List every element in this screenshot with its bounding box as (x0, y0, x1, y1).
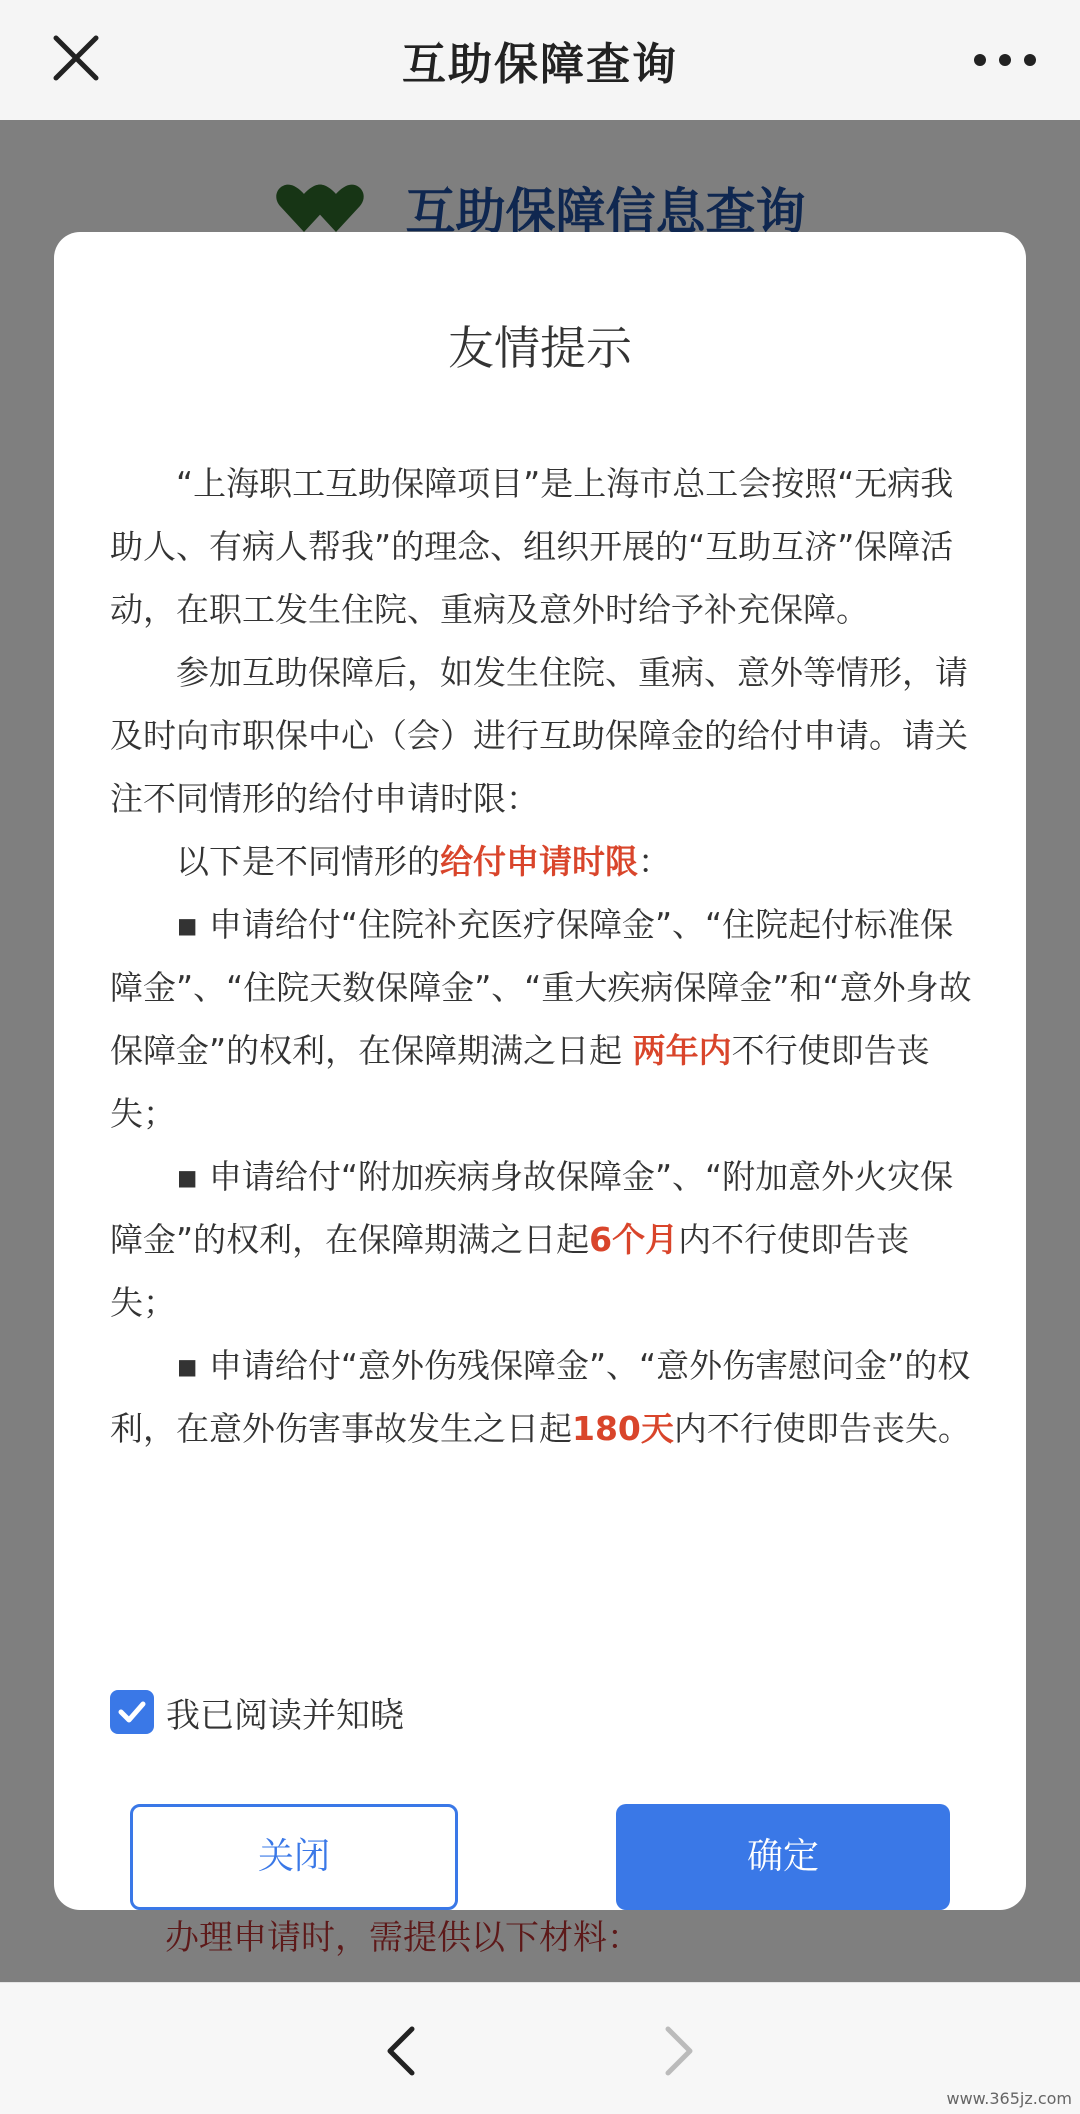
deadline-item-1-highlight: 两年内 (632, 1031, 732, 1070)
consent-label: 我已阅读并知晓 (166, 1695, 404, 1736)
page-title: 互助保障查询 (402, 39, 678, 90)
confirm-button[interactable]: 确定 (616, 1804, 950, 1910)
chevron-left-icon[interactable] (380, 2023, 420, 2079)
dialog-body (110, 452, 972, 1460)
close-button[interactable]: 关闭 (130, 1804, 458, 1910)
deadline-item-2-text: ▪ 申请给付“附加疾病身故保障金”、“附加意外火灾保障金”的权利，在保障期满之日起 (110, 1157, 954, 1259)
notice-dialog (54, 232, 1026, 1910)
deadline-intro-suffix: ： (638, 842, 671, 881)
deadline-item-1-text: ▪ 申请给付“住院补充医疗保障金”、“住院起付标准保障金”、“住院天数保障金”、“重大疾病保障金”和“意外身故保障金”的权利，在保障期满之日起 (110, 905, 972, 1070)
deadline-item-2-suffix: 内不行使即告丧失； (110, 1220, 910, 1322)
deadline-item-1-suffix: 不行使即告丧失； (110, 1031, 930, 1133)
more-dots-icon[interactable] (970, 45, 1040, 75)
deadline-item-3-highlight: 180天 (572, 1409, 674, 1448)
deadline-item-3 (110, 1334, 972, 1460)
deadline-intro (110, 830, 972, 893)
instruction-paragraph: 参加互助保障后，如发生住院、重病、意外等情形，请及时向市职保中心（会）进行互助保障金的给付申请。请关注不同情形的给付申请时限： (110, 653, 968, 818)
deadline-item-3-suffix: 内不行使即告丧失。 (673, 1409, 971, 1448)
check-icon (115, 1695, 149, 1729)
deadline-item-1 (110, 893, 972, 1145)
deadline-item-2 (110, 1145, 972, 1334)
dialog-title: 友情提示 (448, 321, 632, 375)
deadline-intro-text: 以下是不同情形的 (176, 842, 440, 881)
deadline-item-3-text: ▪ 申请给付“意外伤残保障金”、“意外伤害慰问金”的权利，在意外伤害事故发生之日起 (110, 1346, 971, 1448)
chevron-right-icon[interactable] (660, 2023, 700, 2079)
bottom-navigation-bar (0, 1982, 1080, 2114)
deadline-intro-highlight: 给付申请时限 (440, 842, 638, 881)
deadline-item-2-highlight: 6个月 (589, 1220, 679, 1259)
consent-checkbox[interactable] (110, 1690, 154, 1734)
watermark-text: www.365jz.com (946, 2089, 1072, 2108)
intro-paragraph: “上海职工互助保障项目”是上海市总工会按照“无病我助人、有病人帮我”的理念、组织开展的“互助互济”保障活动，在职工发生住院、重病及意外时给予补充保障。 (110, 464, 954, 629)
consent-checkbox-row[interactable] (110, 1687, 404, 1737)
top-navigation-bar (0, 0, 1080, 121)
